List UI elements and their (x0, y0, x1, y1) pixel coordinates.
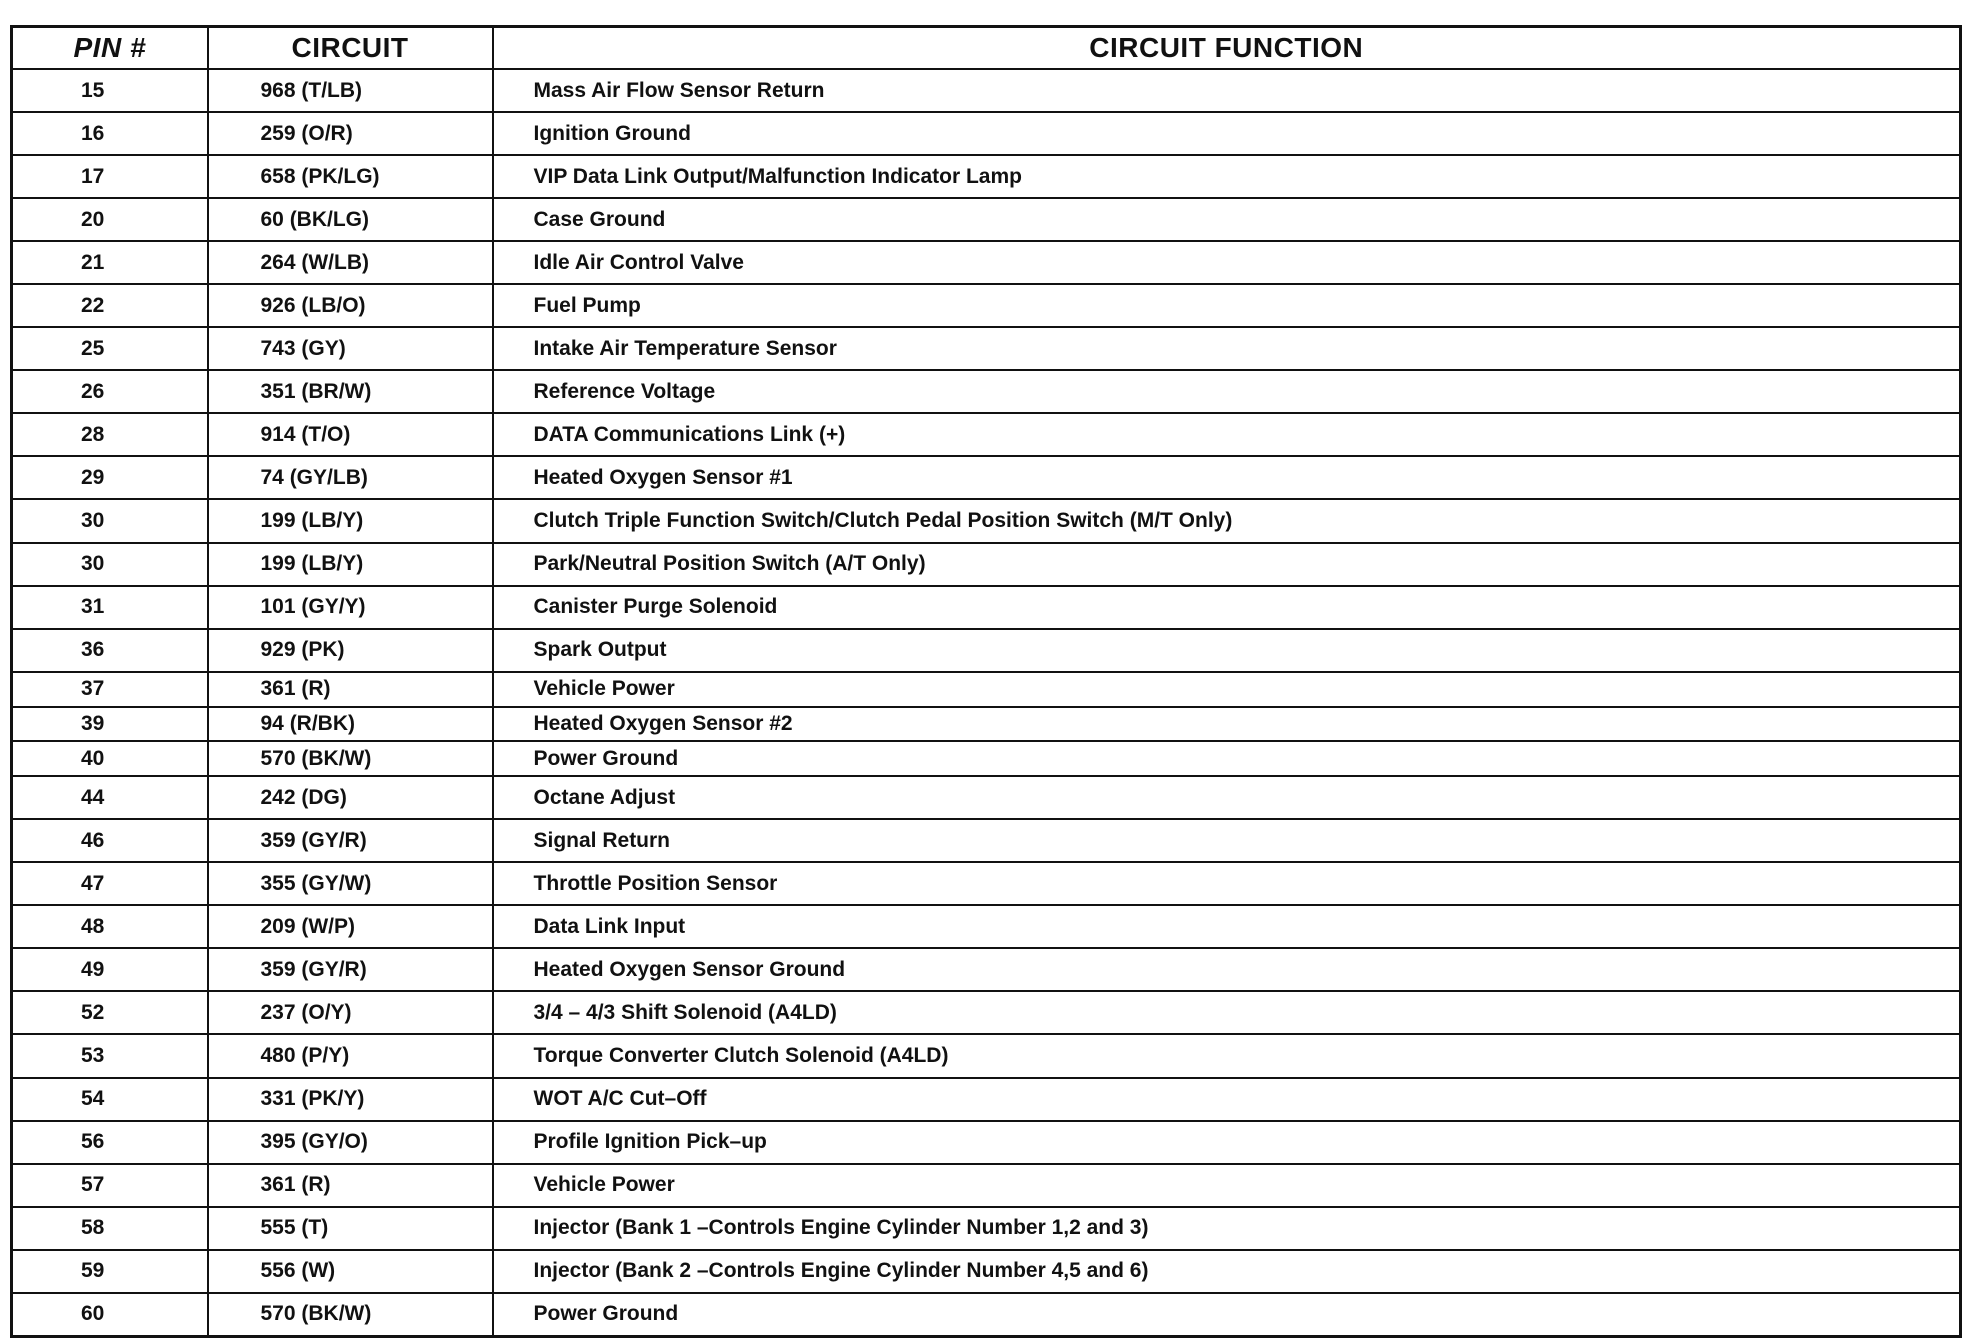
table-row (12, 241, 1961, 284)
circuit-cell: 658 (PK/LG) (208, 155, 493, 198)
circuit-function-cell: Clutch Triple Function Switch/Clutch Pedal Position Switch (M/T Only) (493, 499, 1961, 542)
circuit-function-cell: Power Ground (493, 1293, 1961, 1337)
table-row (12, 1078, 1961, 1121)
pin-cell: 15 (12, 69, 208, 112)
circuit-cell: 199 (LB/Y) (208, 543, 493, 586)
circuit-function-cell: Heated Oxygen Sensor Ground (493, 948, 1961, 991)
pin-cell: 40 (12, 741, 208, 776)
circuit-cell: 351 (BR/W) (208, 370, 493, 413)
pin-cell: 52 (12, 991, 208, 1034)
circuit-cell: 480 (P/Y) (208, 1034, 493, 1077)
table-row (12, 948, 1961, 991)
pin-cell: 49 (12, 948, 208, 991)
table-row (12, 112, 1961, 155)
pin-cell: 56 (12, 1121, 208, 1164)
pin-cell: 16 (12, 112, 208, 155)
circuit-function-cell: Reference Voltage (493, 370, 1961, 413)
pin-cell: 39 (12, 707, 208, 742)
circuit-function-cell: Case Ground (493, 198, 1961, 241)
header-circuit-function: CIRCUIT FUNCTION (493, 27, 1961, 70)
circuit-function-cell: Profile Ignition Pick–up (493, 1121, 1961, 1164)
circuit-cell: 914 (T/O) (208, 413, 493, 456)
pin-cell: 57 (12, 1164, 208, 1207)
pin-cell: 54 (12, 1078, 208, 1121)
circuit-function-cell: Octane Adjust (493, 776, 1961, 819)
circuit-cell: 395 (GY/O) (208, 1121, 493, 1164)
table-row (12, 1034, 1961, 1077)
circuit-cell: 259 (O/R) (208, 112, 493, 155)
circuit-cell: 355 (GY/W) (208, 862, 493, 905)
pin-cell: 44 (12, 776, 208, 819)
circuit-cell: 361 (R) (208, 1164, 493, 1207)
circuit-function-cell: Idle Air Control Valve (493, 241, 1961, 284)
circuit-cell: 209 (W/P) (208, 905, 493, 948)
table-row (12, 776, 1961, 819)
table-row (12, 284, 1961, 327)
table-row (12, 819, 1961, 862)
pin-cell: 25 (12, 327, 208, 370)
table-row (12, 672, 1961, 707)
circuit-cell: 555 (T) (208, 1207, 493, 1250)
table-row (12, 629, 1961, 672)
circuit-function-cell: Throttle Position Sensor (493, 862, 1961, 905)
circuit-function-cell: Injector (Bank 1 –Controls Engine Cylinder Number 1,2 and 3) (493, 1207, 1961, 1250)
table-body (12, 69, 1961, 1337)
circuit-cell: 570 (BK/W) (208, 1293, 493, 1337)
circuit-function-cell: Signal Return (493, 819, 1961, 862)
pin-cell: 26 (12, 370, 208, 413)
circuit-function-cell: Fuel Pump (493, 284, 1961, 327)
circuit-function-cell: Heated Oxygen Sensor #1 (493, 456, 1961, 499)
circuit-function-cell: Power Ground (493, 741, 1961, 776)
circuit-function-cell: Torque Converter Clutch Solenoid (A4LD) (493, 1034, 1961, 1077)
table-row (12, 413, 1961, 456)
circuit-function-cell: Data Link Input (493, 905, 1961, 948)
circuit-cell: 242 (DG) (208, 776, 493, 819)
pin-cell: 60 (12, 1293, 208, 1337)
table-row (12, 327, 1961, 370)
table-row (12, 155, 1961, 198)
circuit-function-cell: DATA Communications Link (+) (493, 413, 1961, 456)
pin-cell: 48 (12, 905, 208, 948)
table-row (12, 1207, 1961, 1250)
pin-cell: 21 (12, 241, 208, 284)
circuit-function-cell: Park/Neutral Position Switch (A/T Only) (493, 543, 1961, 586)
circuit-function-cell: WOT A/C Cut–Off (493, 1078, 1961, 1121)
pin-cell: 30 (12, 499, 208, 542)
circuit-cell: 556 (W) (208, 1250, 493, 1293)
circuit-cell: 60 (BK/LG) (208, 198, 493, 241)
table-row (12, 905, 1961, 948)
circuit-function-cell: Vehicle Power (493, 1164, 1961, 1207)
table-header (12, 27, 1961, 70)
circuit-function-cell: VIP Data Link Output/Malfunction Indicator Lamp (493, 155, 1961, 198)
table-row (12, 862, 1961, 905)
table-row (12, 586, 1961, 629)
pin-cell: 58 (12, 1207, 208, 1250)
table-row (12, 456, 1961, 499)
table-row (12, 499, 1961, 542)
circuit-cell: 264 (W/LB) (208, 241, 493, 284)
circuit-cell: 743 (GY) (208, 327, 493, 370)
header-pin: PIN # (12, 27, 208, 70)
circuit-cell: 570 (BK/W) (208, 741, 493, 776)
table-row (12, 69, 1961, 112)
circuit-function-cell: Intake Air Temperature Sensor (493, 327, 1961, 370)
pin-cell: 37 (12, 672, 208, 707)
pin-cell: 22 (12, 284, 208, 327)
circuit-cell: 359 (GY/R) (208, 948, 493, 991)
circuit-cell: 94 (R/BK) (208, 707, 493, 742)
header-row (12, 27, 1961, 70)
table-row (12, 741, 1961, 776)
table-row (12, 1121, 1961, 1164)
circuit-function-cell: Spark Output (493, 629, 1961, 672)
circuit-cell: 929 (PK) (208, 629, 493, 672)
circuit-cell: 237 (O/Y) (208, 991, 493, 1034)
table-row (12, 991, 1961, 1034)
table-row (12, 707, 1961, 742)
table-row (12, 543, 1961, 586)
pin-cell: 30 (12, 543, 208, 586)
table-row (12, 1164, 1961, 1207)
pin-cell: 20 (12, 198, 208, 241)
pin-circuit-table (10, 25, 1962, 1338)
table-row (12, 1250, 1961, 1293)
pin-cell: 53 (12, 1034, 208, 1077)
header-circuit: CIRCUIT (208, 27, 493, 70)
pin-cell: 47 (12, 862, 208, 905)
circuit-function-cell: Heated Oxygen Sensor #2 (493, 707, 1961, 742)
pin-cell: 31 (12, 586, 208, 629)
circuit-cell: 359 (GY/R) (208, 819, 493, 862)
circuit-cell: 199 (LB/Y) (208, 499, 493, 542)
pin-cell: 28 (12, 413, 208, 456)
circuit-cell: 361 (R) (208, 672, 493, 707)
circuit-cell: 926 (LB/O) (208, 284, 493, 327)
pin-cell: 46 (12, 819, 208, 862)
pin-cell: 59 (12, 1250, 208, 1293)
circuit-cell: 101 (GY/Y) (208, 586, 493, 629)
table-row (12, 198, 1961, 241)
circuit-function-cell: Injector (Bank 2 –Controls Engine Cylinder Number 4,5 and 6) (493, 1250, 1961, 1293)
pin-cell: 29 (12, 456, 208, 499)
circuit-function-cell: 3/4 – 4/3 Shift Solenoid (A4LD) (493, 991, 1961, 1034)
circuit-function-cell: Ignition Ground (493, 112, 1961, 155)
circuit-cell: 331 (PK/Y) (208, 1078, 493, 1121)
table-row (12, 370, 1961, 413)
circuit-cell: 74 (GY/LB) (208, 456, 493, 499)
pin-cell: 36 (12, 629, 208, 672)
circuit-cell: 968 (T/LB) (208, 69, 493, 112)
circuit-function-cell: Mass Air Flow Sensor Return (493, 69, 1961, 112)
table-row (12, 1293, 1961, 1337)
pin-cell: 17 (12, 155, 208, 198)
circuit-function-cell: Vehicle Power (493, 672, 1961, 707)
circuit-function-cell: Canister Purge Solenoid (493, 586, 1961, 629)
